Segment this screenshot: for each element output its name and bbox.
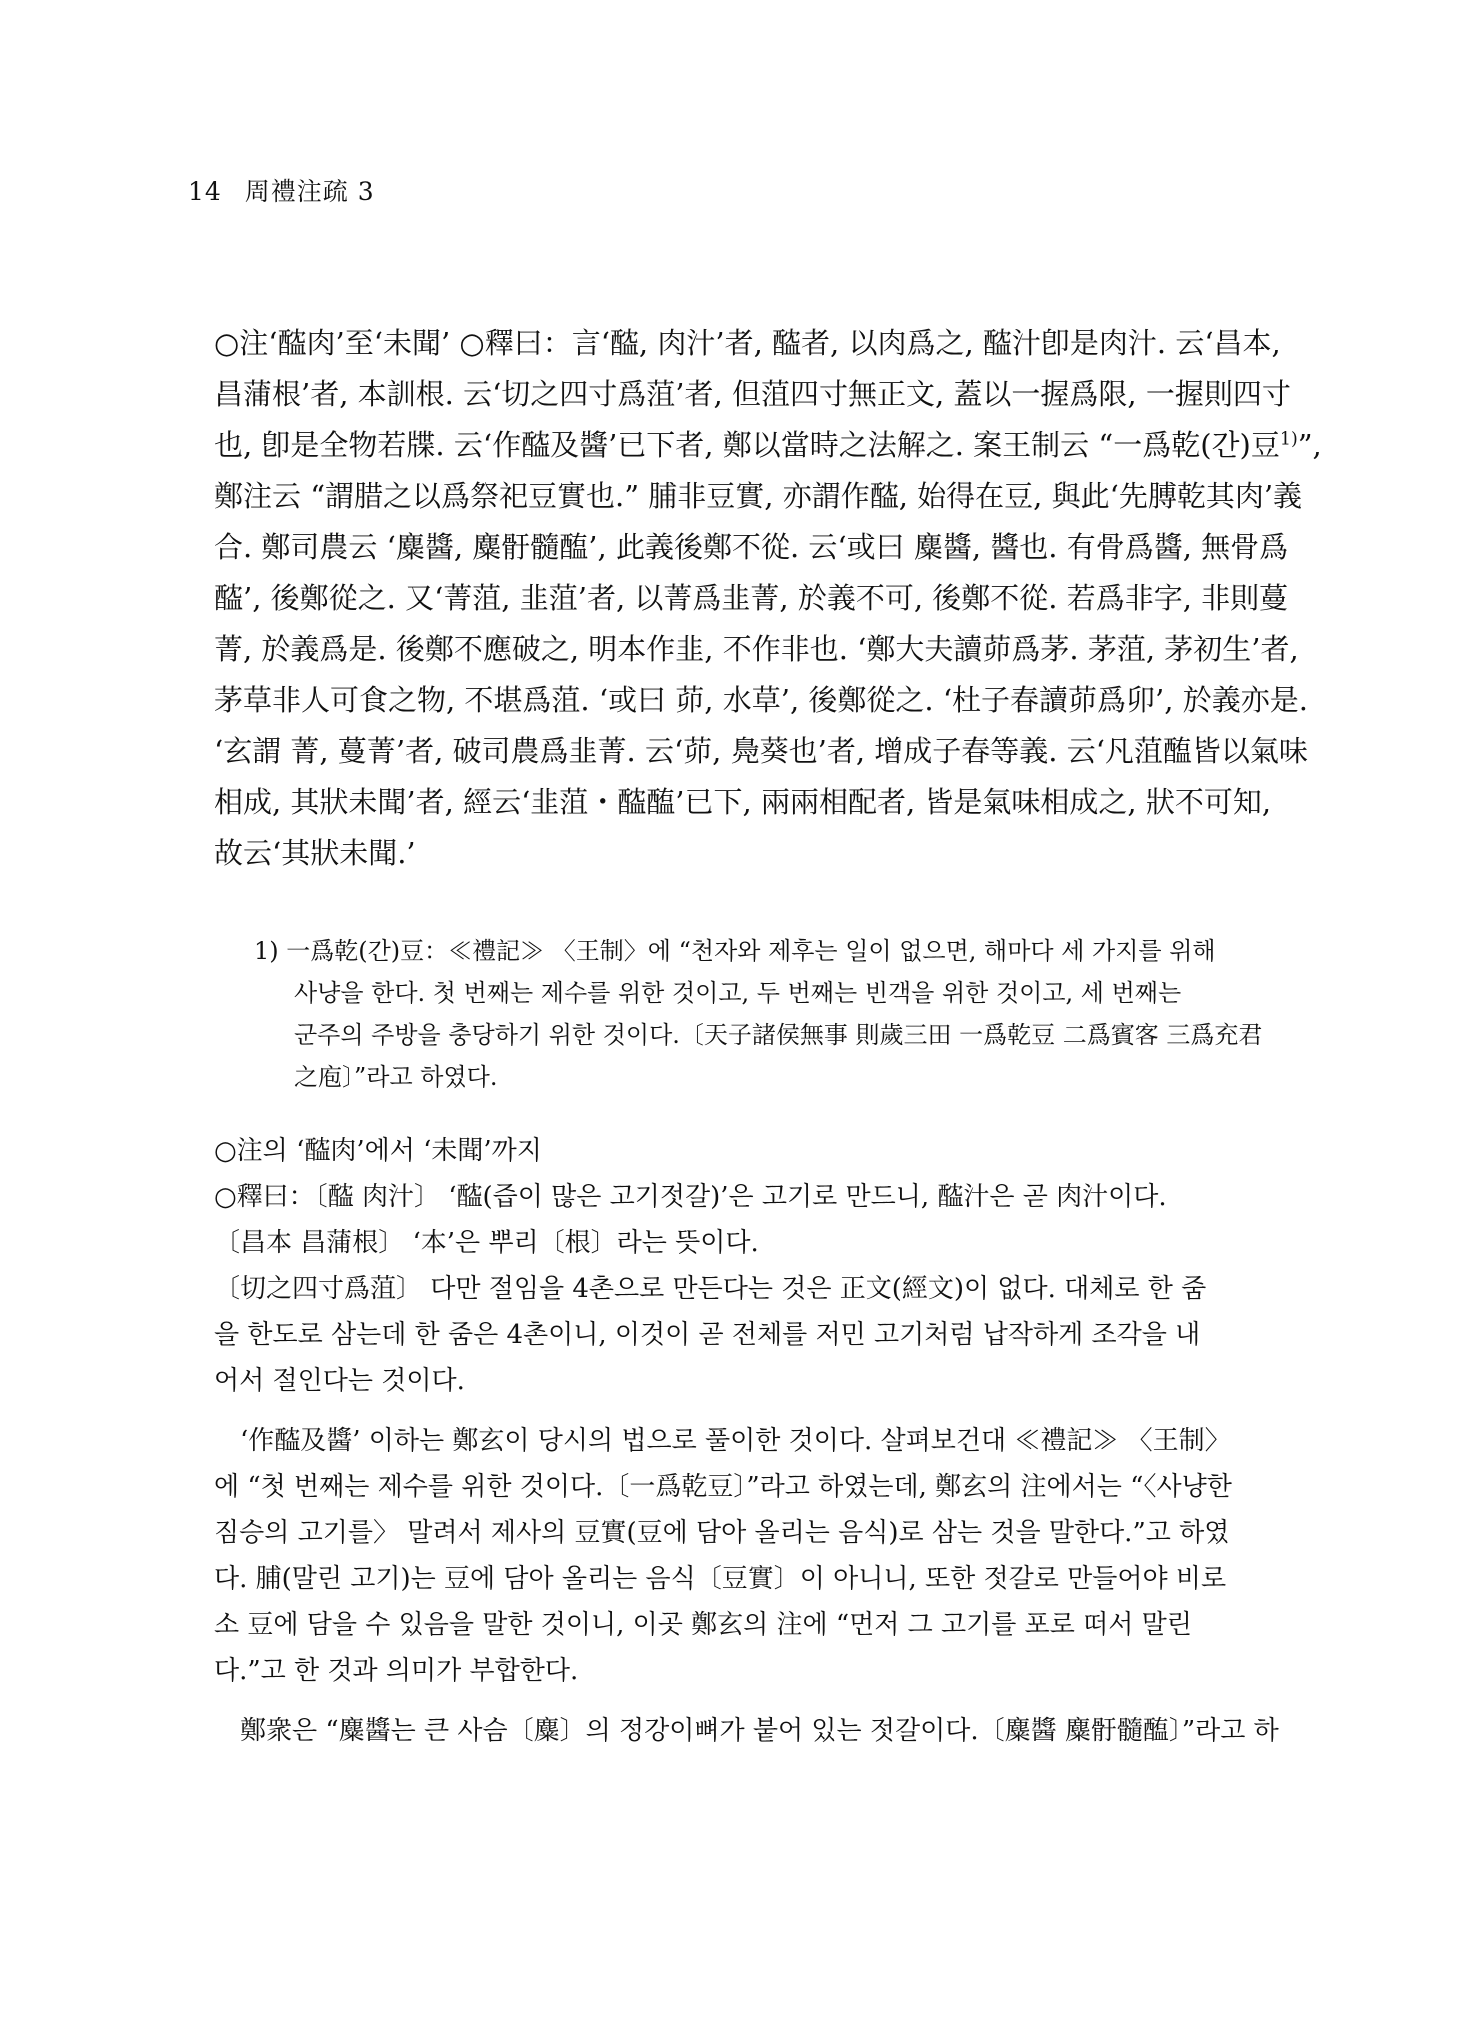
translation-line: 〔昌本 昌蒲根〕 ‘本’은 뿌리〔根〕라는 뜻이다.: [214, 1228, 759, 1258]
translation-line: 〔切之四寸爲菹〕 다만 절임을 4촌으로 만든다는 것은 正文(經文)이 없다. 대체로 한 줌: [214, 1274, 1207, 1304]
commentary-line: 相成, 其狀未聞’者, 經云‘韭菹・醓醢’已下, 兩兩相配者, 皆是氣味相成之, 狀不可知,: [214, 785, 1272, 819]
book-title: 周禮注疏 3: [244, 177, 375, 206]
running-header: [188, 172, 375, 208]
footnote-line: 1) 一爲乾(간)豆：≪禮記≫ 〈王制〉에 “천자와 제후는 일이 없으면, 해마다 세 가지를 위해: [254, 937, 1216, 965]
translation-line: 에 “첫 번째는 제수를 위한 것이다.〔一爲乾豆〕”라고 하였는데, 鄭玄의 注에서는 “〈사냥한: [214, 1472, 1232, 1502]
translation-line: 다.”고 한 것과 의미가 부합한다.: [214, 1656, 579, 1686]
translation-line: 鄭衆은 “麋醬는 큰 사슴〔麋〕의 정강이뼈가 붙어 있는 젓갈이다.〔麋醬 麋骬髓醢〕”라고 하: [240, 1716, 1279, 1746]
translation-line: ○釋曰：〔醓 肉汁〕 ‘醓(즙이 많은 고기젓갈)’은 고기로 만드니, 醓汁은 곧 肉汁이다.: [214, 1182, 1167, 1212]
footnote-ref[interactable]: 1): [1279, 429, 1298, 450]
commentary-line: ‘玄謂 菁, 蔓菁’者, 破司農爲韭菁. 云‘茆, 鳧葵也’者, 增成子春等義. 云‘凡菹醢皆以氣味: [214, 734, 1308, 768]
page-number: 14: [188, 177, 222, 206]
korean-translation: [214, 1128, 1279, 1754]
translation-line: 소 豆에 담을 수 있음을 말한 것이니, 이곳 鄭玄의 注에 “먼저 그 고기를 포로 떠서 말린: [214, 1610, 1192, 1640]
commentary-line: 昌蒲根’者, 本訓根. 云‘切之四寸爲菹’者, 但菹四寸無正文, 蓋以一握爲限, 一握則四寸: [214, 377, 1291, 411]
commentary-line: 故云‘其狀未聞.’: [214, 836, 416, 870]
classical-commentary: [214, 318, 1322, 879]
commentary-line: ○注‘醓肉’至‘未聞’ ○釋曰：言‘醓, 肉汁’者, 醓者, 以肉爲之, 醓汁卽是肉汁. 云‘昌本,: [214, 326, 1281, 360]
translation-line: 어서 절인다는 것이다.: [214, 1366, 465, 1396]
footnote-line: 之庖〕”라고 하였다.: [294, 1063, 498, 1091]
commentary-line: 菁, 於義爲是. 後鄭不應破之, 明本作韭, 不作非也. ‘鄭大夫讀茆爲茅. 茅菹, 茅初生’者,: [214, 632, 1299, 666]
commentary-line: 也, 卽是全物若牒. 云‘作醓及醬’已下者, 鄭以當時之法解之. 案王制云 “一爲乾(간)豆$^{1)}$”,: [214, 428, 1322, 462]
commentary-line: 醓’, 後鄭從之. 又‘菁菹, 韭菹’者, 以菁爲韭菁, 於義不可, 後鄭不從. 若爲非字, 非則蔓: [214, 581, 1289, 615]
paragraph-gap: [214, 1694, 1276, 1708]
translation-line: 다. 脯(말린 고기)는 豆에 담아 올리는 음식〔豆實〕이 아니니, 또한 젓갈로 만들어야 비로: [214, 1564, 1227, 1594]
translation-heading: ○注의 ‘醓肉’에서 ‘未聞’까지: [214, 1136, 542, 1166]
commentary-line: 合. 鄭司農云 ‘麋醬, 麋骬髓醢’, 此義後鄭不從. 云‘或曰 麋醬, 醬也. 有骨爲醬, 無骨爲: [214, 530, 1289, 564]
paragraph-gap: [214, 1404, 1276, 1418]
footnote: [254, 930, 1276, 1098]
translation-line: 짐승의 고기를〉 말려서 제사의 豆實(豆에 담아 올리는 음식)로 삼는 것을 말한다.”고 하였: [214, 1518, 1230, 1548]
translation-line: ‘作醓及醬’ 이하는 鄭玄이 당시의 법으로 풀이한 것이다. 살펴보건대 ≪禮記≫ 〈王制〉: [240, 1426, 1231, 1456]
commentary-line: 茅草非人可食之物, 不堪爲菹. ‘或曰 茆, 水草’, 後鄭從之. ‘杜子春讀茆爲卯’, 於義亦是.: [214, 683, 1308, 717]
footnote-line: 군주의 주방을 충당하기 위한 것이다.〔天子諸侯無事 則歲三田 一爲乾豆 二爲賓客 三爲充君: [294, 1021, 1263, 1049]
commentary-line: 鄭注云 “謂腊之以爲祭祀豆實也.” 脯非豆實, 亦謂作醓, 始得在豆, 與此‘先膊乾其肉’義: [214, 479, 1303, 513]
translation-line: 을 한도로 삼는데 한 줌은 4촌이니, 이것이 곧 전체를 저민 고기처럼 납작하게 조각을 내: [214, 1320, 1201, 1350]
footnote-line: 사냥을 한다. 첫 번째는 제수를 위한 것이고, 두 번째는 빈객을 위한 것이고, 세 번째는: [294, 979, 1182, 1007]
